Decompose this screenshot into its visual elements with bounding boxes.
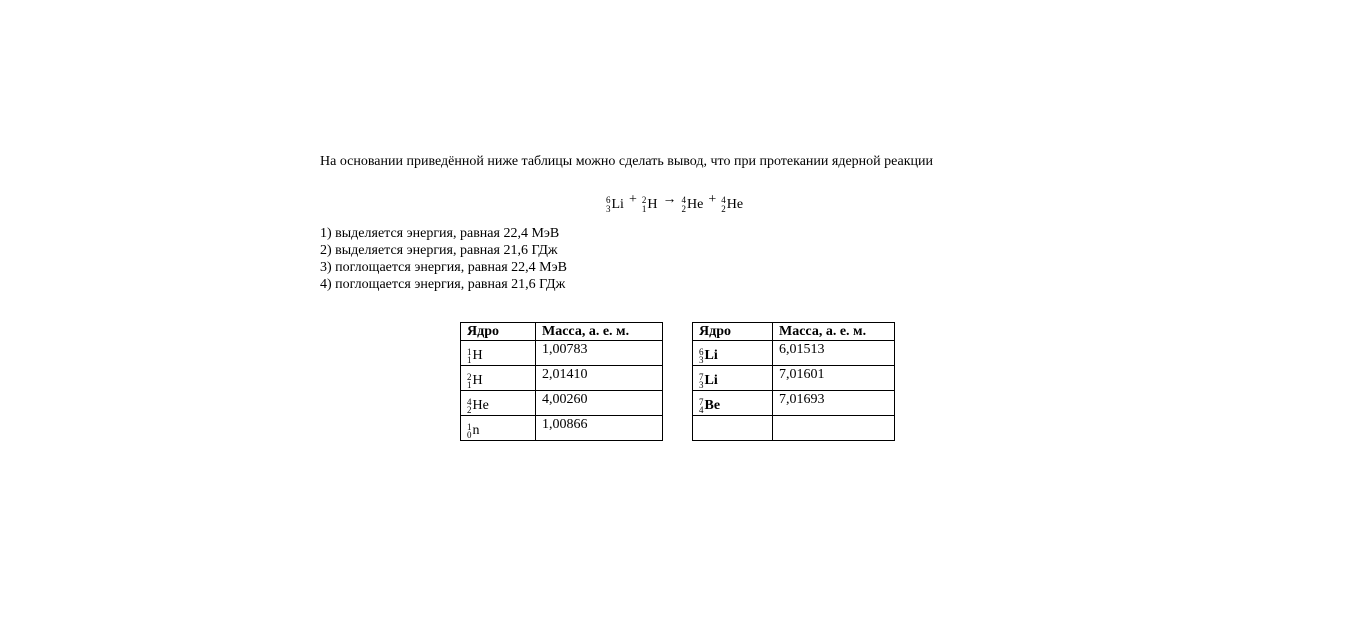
charge-number: 2 bbox=[721, 204, 726, 214]
mass-table-left bbox=[460, 322, 663, 441]
charge-number: 2 bbox=[681, 204, 686, 214]
mass-number: 4 bbox=[467, 397, 472, 407]
mass-number: 1 bbox=[467, 422, 472, 432]
charge-number: 1 bbox=[467, 355, 472, 365]
element-symbol: He bbox=[726, 197, 744, 212]
mass-cell: 7,01601 bbox=[773, 366, 895, 391]
table-row bbox=[693, 341, 895, 366]
charge-number: 3 bbox=[606, 204, 611, 214]
mass-cell bbox=[773, 416, 895, 441]
answer-option-2[interactable]: 2) выделяется энергия, равная 21,6 ГДж bbox=[320, 243, 558, 258]
element-symbol: Li bbox=[611, 197, 624, 212]
mass-number: 2 bbox=[467, 372, 472, 382]
table-row bbox=[693, 366, 895, 391]
product-helium-1 bbox=[681, 194, 703, 216]
mass-table-right bbox=[692, 322, 895, 441]
column-header-nucleus: Ядро bbox=[693, 323, 773, 341]
element-symbol: Li bbox=[704, 373, 718, 388]
charge-number: 0 bbox=[467, 430, 472, 440]
mass-number: 2 bbox=[641, 195, 647, 205]
question-text: На основании приведённой ниже таблицы можно сделать вывод, что при протекании ядерной реакции bbox=[320, 154, 934, 169]
mass-cell: 6,01513 bbox=[773, 341, 895, 366]
table-row bbox=[693, 416, 895, 441]
nucleus-cell bbox=[693, 416, 773, 441]
answer-option-4[interactable]: 4) поглощается энергия, равная 21,6 ГДж bbox=[320, 277, 566, 292]
mass-number: 4 bbox=[721, 195, 726, 205]
nucleus-cell bbox=[693, 391, 773, 416]
nuclear-reaction-equation bbox=[606, 189, 743, 216]
arrow-sign: → bbox=[662, 192, 677, 207]
mass-number: 7 bbox=[699, 397, 704, 407]
table-row bbox=[461, 391, 663, 416]
reactant-deuterium bbox=[642, 194, 658, 216]
mass-number: 6 bbox=[606, 195, 611, 205]
charge-number: 4 bbox=[699, 405, 704, 415]
table-row bbox=[461, 366, 663, 391]
element-symbol: He bbox=[686, 197, 704, 212]
mass-cell: 1,00783 bbox=[536, 341, 663, 366]
mass-cell: 4,00260 bbox=[536, 391, 663, 416]
nucleus-cell bbox=[461, 366, 536, 391]
nucleus-cell bbox=[461, 416, 536, 441]
table-header-row bbox=[693, 323, 895, 341]
plus-sign: + bbox=[708, 192, 717, 207]
charge-number: 1 bbox=[467, 380, 472, 390]
column-header-nucleus: Ядро bbox=[461, 323, 536, 341]
element-symbol: He bbox=[472, 398, 489, 413]
table-header-row bbox=[461, 323, 663, 341]
mass-cell: 7,01693 bbox=[773, 391, 895, 416]
nucleus-cell bbox=[693, 366, 773, 391]
reactant-lithium bbox=[606, 194, 624, 216]
charge-number: 3 bbox=[699, 380, 704, 390]
charge-number: 3 bbox=[699, 355, 704, 365]
table-row bbox=[461, 416, 663, 441]
charge-number: 1 bbox=[641, 204, 647, 214]
answer-options bbox=[320, 225, 567, 293]
column-header-mass: Масса, а. е. м. bbox=[773, 323, 895, 341]
element-symbol: Be bbox=[704, 398, 721, 413]
column-header-mass: Масса, а. е. м. bbox=[536, 323, 663, 341]
product-helium-2 bbox=[721, 194, 743, 216]
mass-cell: 1,00866 bbox=[536, 416, 663, 441]
plus-sign: + bbox=[628, 192, 637, 207]
mass-cell: 2,01410 bbox=[536, 366, 663, 391]
answer-option-3[interactable]: 3) поглощается энергия, равная 22,4 МэВ bbox=[320, 260, 567, 275]
nucleus-cell bbox=[461, 391, 536, 416]
mass-number: 1 bbox=[467, 347, 472, 357]
mass-number: 7 bbox=[699, 372, 704, 382]
mass-number: 6 bbox=[699, 347, 704, 357]
element-symbol: H bbox=[472, 348, 483, 363]
element-symbol: H bbox=[472, 373, 483, 388]
nucleus-cell bbox=[461, 341, 536, 366]
element-symbol: H bbox=[647, 197, 658, 212]
table-row bbox=[461, 341, 663, 366]
charge-number: 2 bbox=[467, 405, 472, 415]
table-row bbox=[693, 391, 895, 416]
mass-number: 4 bbox=[681, 195, 686, 205]
nucleus-cell bbox=[693, 341, 773, 366]
element-symbol: n bbox=[472, 423, 480, 438]
answer-option-1[interactable]: 1) выделяется энергия, равная 22,4 МэВ bbox=[320, 226, 560, 241]
element-symbol: Li bbox=[704, 348, 718, 363]
